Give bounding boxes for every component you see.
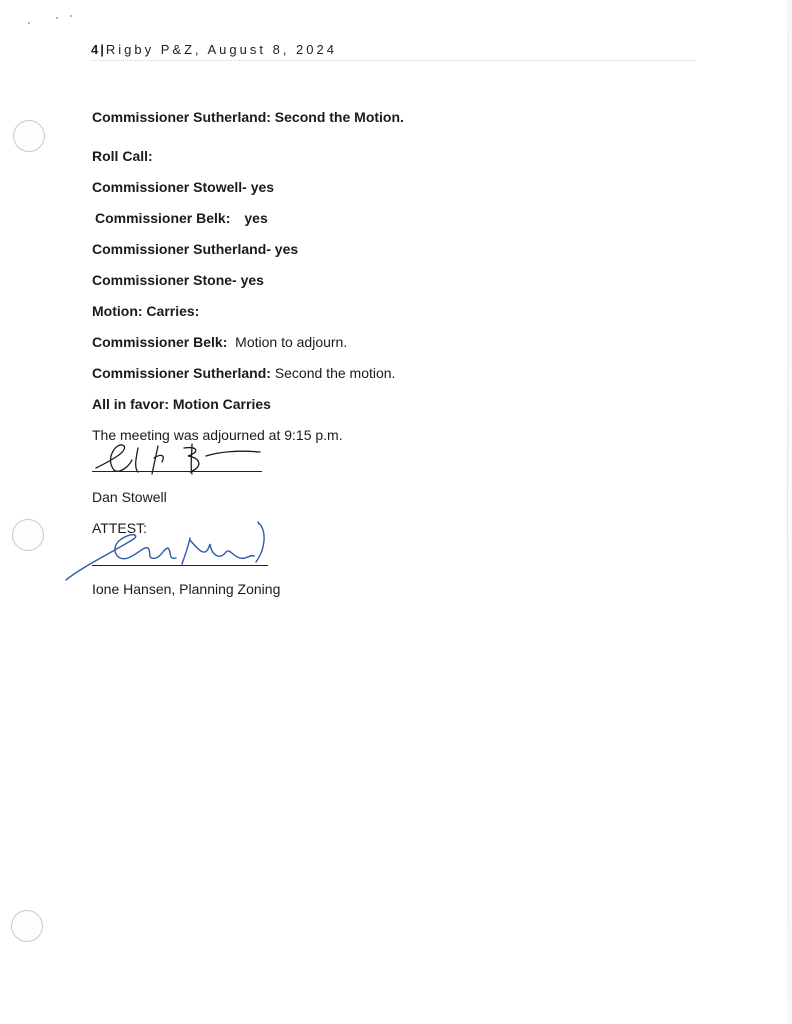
vote-stone: Commissioner Stone- yes [92,272,264,288]
adjourn-second-name: Commissioner Sutherland: [92,365,271,381]
page-header [91,42,337,57]
adjourn-motion-text: Motion to adjourn. [235,334,348,350]
scan-speck [56,17,58,19]
signature-stowell [88,438,268,478]
attest-label: ATTEST: [92,520,147,536]
vote-stowell: Commissioner Stowell- yes [92,179,275,195]
all-in-favor: All in favor: Motion Carries [92,396,271,412]
page-edge-shadow [788,0,792,1024]
adjourn-second-text: Second the motion. [274,365,396,381]
scan-speck [70,15,72,17]
signature-line-1 [92,471,262,472]
punch-hole-top [13,120,45,152]
roll-call-heading: Roll Call: [92,148,153,164]
motion-carries: Motion: Carries: [92,303,200,319]
vote-sutherland: Commissioner Sutherland- yes [92,241,299,257]
page-edge-line [787,0,788,1024]
punch-hole-middle [12,519,44,551]
header-rule [91,60,696,61]
signer-1-name: Dan Stowell [92,489,167,505]
adjourn-motion [92,333,347,351]
vote-belk-name: Commissioner Belk: [95,210,231,226]
signature-hansen [60,518,275,588]
header-separator: | [100,42,104,57]
scan-speck [28,22,30,24]
adjourn-motion-name: Commissioner Belk: [92,334,228,350]
adjourned-time: The meeting was adjourned at 9:15 p.m. [92,427,343,443]
adjourn-second [92,364,395,382]
minutes-line-1: Commissioner Sutherland: Second the Motion. [92,109,404,125]
signer-2-name: Ione Hansen, Planning Zoning [92,581,281,597]
vote-belk-value: yes [244,210,268,226]
page-number: 4 [91,42,99,57]
punch-hole-bottom [11,910,43,942]
header-title: Rigby P&Z, August 8, 2024 [105,42,337,57]
vote-belk [95,209,268,227]
signature-line-2 [92,565,268,566]
